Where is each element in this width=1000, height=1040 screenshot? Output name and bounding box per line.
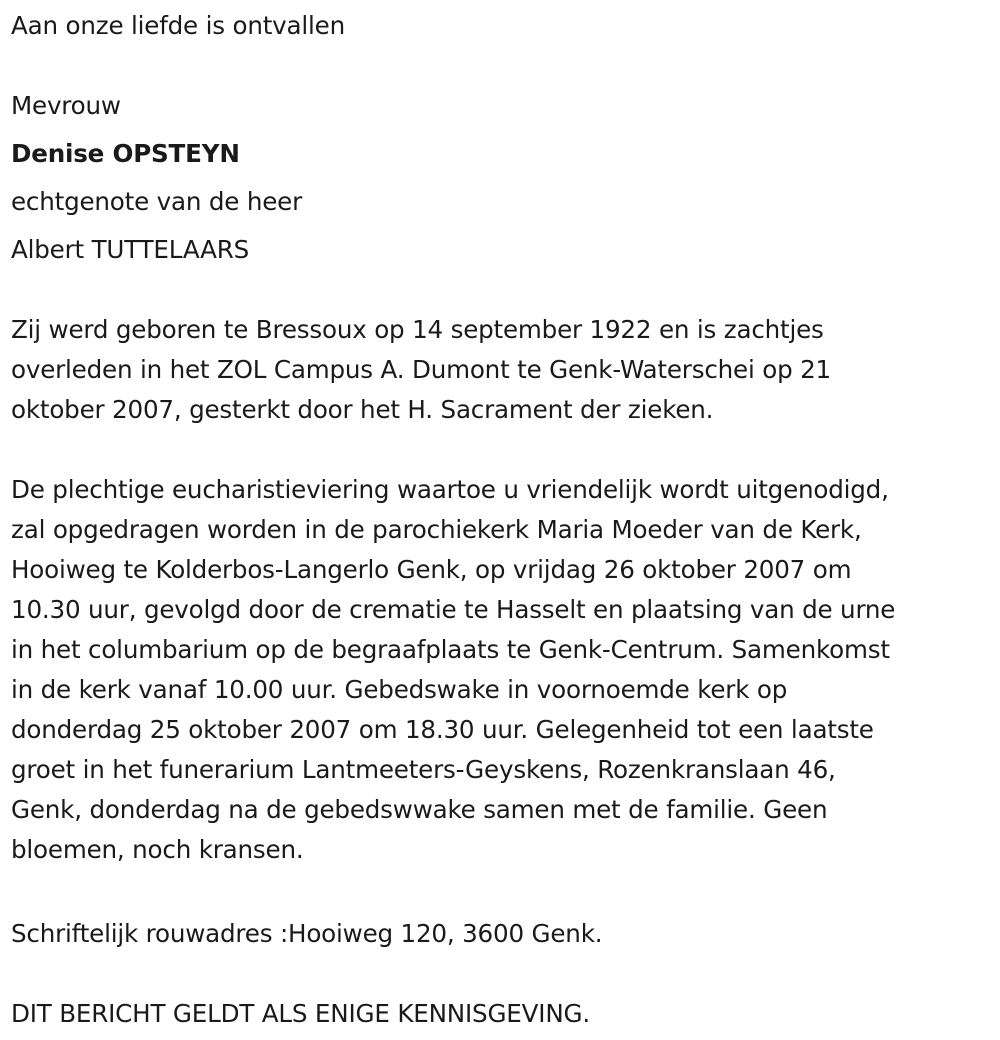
paragraph-line: overleden in het ZOL Campus A. Dumont te Genk-Waterschei op 21 bbox=[11, 355, 831, 384]
paragraph-line: donderdag 25 oktober 2007 om 18.30 uur. Gelegenheid tot een laatste bbox=[11, 715, 874, 744]
paragraph-line: bloemen, noch kransen. bbox=[11, 835, 304, 864]
paragraph-line: Hooiweg te Kolderbos-Langerlo Genk, op vrijdag 26 oktober 2007 om bbox=[11, 555, 852, 584]
official-notice: DIT BERICHT GELDT ALS ENIGE KENNISGEVING. bbox=[11, 999, 590, 1028]
birth-death-paragraph bbox=[11, 310, 971, 430]
paragraph-line: in het columbarium op de begraafplaats te Genk-Centrum. Samenkomst bbox=[11, 635, 890, 664]
service-paragraph bbox=[11, 470, 986, 870]
paragraph-line: in de kerk vanaf 10.00 uur. Gebedswake in voornoemde kerk op bbox=[11, 675, 788, 704]
honorific: Mevrouw bbox=[11, 91, 121, 120]
relation-text: echtgenote van de heer bbox=[11, 187, 303, 216]
mourning-address: Schriftelijk rouwadres :Hooiweg 120, 3600 Genk. bbox=[11, 919, 603, 948]
spouse-name: Albert TUTTELAARS bbox=[11, 235, 250, 264]
paragraph-line: Zij werd geboren te Bressoux op 14 september 1922 en is zachtjes bbox=[11, 315, 824, 344]
deceased-name: Denise OPSTEYN bbox=[11, 139, 240, 168]
paragraph-line: groet in het funerarium Lantmeeters-Geyskens, Rozenkranslaan 46, bbox=[11, 755, 836, 784]
paragraph-line: De plechtige eucharistieviering waartoe u vriendelijk wordt uitgenodigd, bbox=[11, 475, 889, 504]
paragraph-line: oktober 2007, gesterkt door het H. Sacrament der zieken. bbox=[11, 395, 714, 424]
paragraph-line: Genk, donderdag na de gebedswwake samen met de familie. Geen bbox=[11, 795, 828, 824]
paragraph-line: zal opgedragen worden in de parochiekerk Maria Moeder van de Kerk, bbox=[11, 515, 862, 544]
intro-text: Aan onze liefde is ontvallen bbox=[11, 11, 345, 40]
paragraph-line: 10.30 uur, gevolgd door de crematie te Hasselt en plaatsing van de urne bbox=[11, 595, 896, 624]
